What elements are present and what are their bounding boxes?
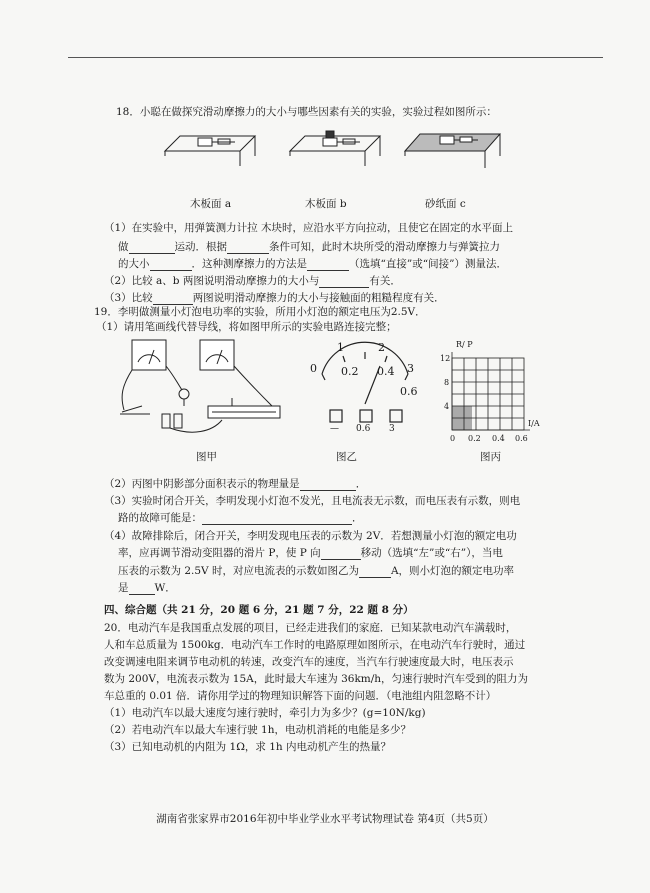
q19-part3-line2: 路的故障可能是： ． bbox=[118, 512, 363, 524]
graph-x-tick: 0.6 bbox=[515, 434, 528, 443]
answer-blank[interactable] bbox=[359, 566, 391, 578]
graph-x-tick: 0.2 bbox=[468, 434, 481, 443]
page-footer: 湖南省张家界市2016年初中毕业学业水平考试物理试卷 第4页（共5页） bbox=[156, 813, 494, 825]
graph-x-tick: 0 bbox=[450, 434, 456, 443]
answer-blank[interactable] bbox=[227, 242, 269, 254]
q19-part4-line4: 是 W． bbox=[118, 582, 176, 594]
resistance-graph-bing bbox=[450, 352, 530, 434]
meter-tick-2: 2 bbox=[378, 341, 385, 354]
graph-x-label: I/A bbox=[528, 419, 540, 428]
terminal-3: 3 bbox=[389, 424, 395, 434]
friction-figure-c bbox=[405, 134, 500, 168]
meter-tick-0-outer: 0 bbox=[310, 362, 317, 375]
q20-line: 20．电动汽车是我国重点发展的项目，已经走进我们的家庭．已知某款电动汽车满载时， bbox=[104, 622, 517, 634]
q20-line: 数为 200V，电流表示数为 15A，此时最大车速为 36km/h，匀速行驶时汽车受到的阻力为 bbox=[104, 673, 529, 685]
q20-line: 车总重的 0.01 倍．请你用学过的物理知识解答下面的问题．（电池组内阻忽略不计） bbox=[104, 690, 497, 702]
circuit-figure-jia bbox=[112, 336, 312, 444]
q19-part4-line1: （4）故障排除后，闭合开关，李明发现电压表的示数为 2V．若想测量小灯泡的额定电功 bbox=[104, 530, 517, 542]
q18-part2: （2）比较 a、b 两图说明滑动摩擦力的大小与 有关． bbox=[104, 275, 401, 287]
meter-tick-0.2: 0.2 bbox=[341, 365, 359, 378]
q18-part1-line1: （1）在实验中，用弹簧测力计拉 木块时，应沿水平方向拉动，且使它在固定的水平面上 bbox=[104, 222, 514, 234]
answer-blank[interactable] bbox=[300, 479, 356, 491]
q19-part1: （1）请用笔画线代替导线，将如图甲所示的实验电路连接完整； bbox=[96, 321, 397, 333]
q18-part3: （3）比较 两图说明滑动摩擦力的大小与接触面的粗糙程度有关． bbox=[104, 292, 445, 304]
terminal-minus: — bbox=[330, 424, 339, 434]
header-rule bbox=[68, 57, 603, 58]
friction-experiment-figures bbox=[160, 126, 520, 186]
graph-y-tick: 4 bbox=[444, 402, 450, 411]
fig-bing-caption: 图丙 bbox=[480, 451, 501, 463]
q20-question-2: （2）若电动汽车以最大车速行驶 1h，电动机消耗的电能是多少？ bbox=[104, 724, 411, 736]
answer-blank[interactable] bbox=[319, 276, 369, 288]
caption-c: 砂纸面 c bbox=[425, 198, 466, 210]
meter-tick-0.4: 0.4 bbox=[377, 365, 395, 378]
meter-tick-3: 3 bbox=[407, 362, 414, 375]
graph-y-label: R/ P bbox=[456, 340, 473, 349]
answer-blank[interactable] bbox=[129, 583, 155, 595]
q19-part3-line1: （3）实验时闭合开关，李明发现小灯泡不发光，且电流表无示数，而电压表有示数，则电 bbox=[104, 495, 521, 507]
q19-part4-line3: 压表的示数为 2.5V 时，对应电流表的示数如图乙为 A，则小灯泡的额定电功率 bbox=[118, 565, 515, 577]
fig-yi-caption: 图乙 bbox=[336, 451, 357, 463]
answer-blank[interactable] bbox=[153, 293, 193, 305]
graph-x-tick: 0.4 bbox=[492, 434, 505, 443]
fig-jia-caption: 图甲 bbox=[196, 451, 217, 463]
graph-y-tick: 12 bbox=[440, 354, 451, 363]
answer-blank[interactable] bbox=[307, 259, 349, 271]
q19-part4-line2: 率，应再调节滑动变阻器的滑片 P，使 P 向 移动（选填“左”或“右”），当电 bbox=[118, 547, 503, 559]
q20-line: 人和车总质量为 1500kg．电动汽车工作时的电路原理如图所示，在电动汽车行驶时，通过 bbox=[104, 639, 526, 651]
q18-stem: 18．小聪在做探究滑动摩擦力的大小与哪些因素有关的实验，实验过程如图所示： bbox=[116, 106, 497, 118]
q20-question-1: （1）电动汽车以最大速度匀速行驶时，牵引力为多少？(g=10N/kg) bbox=[104, 707, 426, 719]
q18-part1-line2: 做 运动．根据 条件可知，此时木块所受的滑动摩擦力与弹簧拉力 bbox=[118, 241, 500, 253]
meter-tick-0.6: 0.6 bbox=[400, 385, 418, 398]
friction-figure-a bbox=[165, 136, 255, 166]
q20-line: 改变调速电阻来调节电动机的转速，改变汽车的速度，当汽车行驶速度最大时，电压表示 bbox=[104, 656, 514, 668]
answer-blank[interactable] bbox=[202, 513, 352, 525]
graph-y-tick: 8 bbox=[444, 378, 450, 387]
q19-stem: 19．李明做测量小灯泡电功率的实验，所用小灯泡的额定电压为2.5V． bbox=[94, 306, 426, 318]
answer-blank[interactable] bbox=[150, 259, 192, 271]
caption-a: 木板面 a bbox=[190, 198, 232, 210]
q19-part2: （2）丙图中阴影部分面积表示的物理量是 ． bbox=[104, 478, 367, 490]
terminal-0.6: 0.6 bbox=[356, 424, 371, 434]
friction-figure-b bbox=[290, 131, 380, 166]
meter-tick-1: 1 bbox=[337, 341, 344, 354]
section-heading: 四、综合题（共 21 分，20 题 6 分，21 题 7 分，22 题 8 分） bbox=[104, 604, 414, 616]
answer-blank[interactable] bbox=[129, 242, 175, 254]
q18-part1-line3: 的大小 ．这种测摩擦力的方法是 （选填“直接”或“间接”）测量法． bbox=[118, 258, 507, 270]
caption-b: 木板面 b bbox=[305, 198, 347, 210]
q20-question-3: （3）已知电动机的内阻为 1Ω，求 1h 内电动机产生的热量？ bbox=[104, 741, 392, 753]
answer-blank[interactable] bbox=[321, 548, 361, 560]
